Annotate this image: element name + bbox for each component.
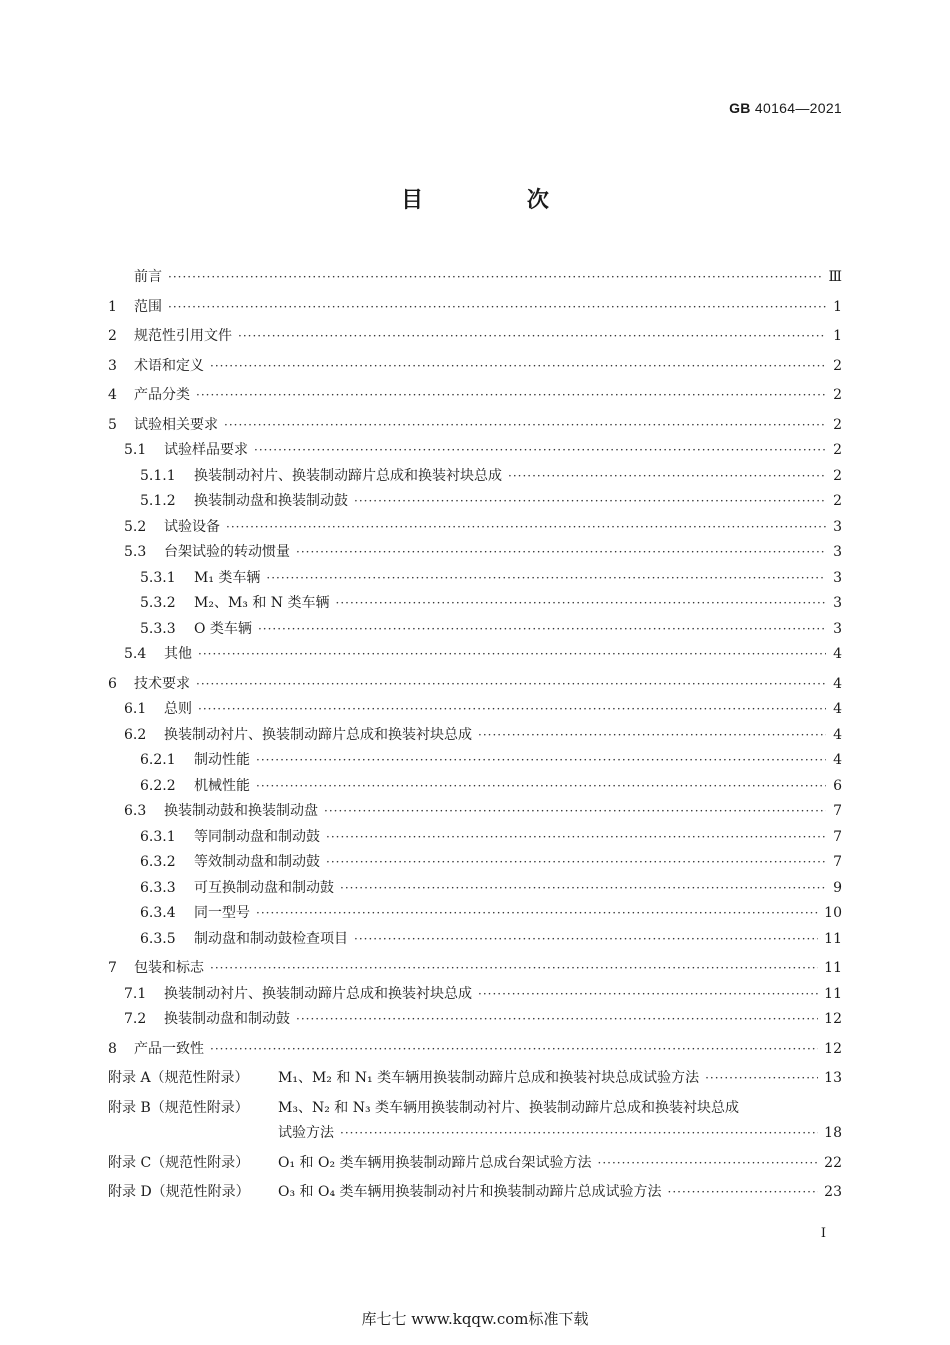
toc-entry-page: 2 — [833, 357, 842, 374]
toc-entry-number: 6.1 — [124, 701, 147, 717]
toc-entry-title: 机械性能 — [194, 777, 250, 794]
toc-entry-page: 7 — [833, 854, 842, 870]
toc-entry[interactable] — [108, 698, 842, 724]
toc-entry-title: 换装制动衬片、换装制动蹄片总成和换装衬块总成 — [194, 467, 502, 484]
dot-leader — [598, 1156, 819, 1170]
toc-entry-page: 3 — [833, 595, 842, 611]
toc-entry-title: 可互换制动盘和制动鼓 — [194, 879, 334, 896]
toc-entry-page: 11 — [824, 985, 842, 1002]
toc-entry-page: 3 — [833, 620, 842, 637]
dot-leader — [336, 596, 827, 610]
toc-entry[interactable] — [108, 516, 842, 542]
toc-entry-number: 5.2 — [124, 518, 147, 535]
toc-entry-page: 4 — [833, 675, 842, 692]
dot-leader — [478, 728, 826, 742]
toc-entry[interactable] — [108, 902, 842, 928]
toc-entry-number: 5 — [108, 416, 117, 433]
toc-entry-page: 6 — [833, 777, 842, 794]
toc-entry-page: 18 — [824, 1125, 842, 1141]
toc-entry[interactable] — [108, 1038, 842, 1064]
page-number: I — [820, 1226, 826, 1241]
toc-entry-page: 11 — [824, 930, 842, 947]
toc-entry[interactable] — [108, 957, 842, 983]
toc-entry-title: M₁、M₂ 和 N₁ 类车辆用换装制动蹄片总成和换装衬块总成试验方法 — [278, 1070, 700, 1086]
toc-entry-page: 22 — [824, 1154, 842, 1171]
toc-entry-page: 4 — [833, 726, 842, 743]
toc-entry-page: 11 — [824, 960, 842, 976]
dot-leader — [266, 571, 826, 585]
toc-entry-number: 附录 D（规范性附录） — [108, 1184, 250, 1200]
toc-entry-title: 技术要求 — [134, 675, 190, 692]
toc-entry[interactable] — [108, 749, 842, 775]
toc-entry-page: 3 — [833, 544, 842, 560]
toc-entry-number: 5.3.3 — [140, 620, 176, 637]
dot-leader — [705, 1071, 818, 1085]
toc-entry-title: O 类车辆 — [194, 620, 252, 637]
dot-leader — [198, 702, 826, 716]
toc-entry[interactable] — [108, 266, 842, 292]
toc-entry-title: 等效制动盘和制动鼓 — [194, 854, 320, 870]
dot-leader — [210, 359, 826, 373]
toc-entry-title: 台架试验的转动惯量 — [164, 544, 290, 560]
toc-entry-title: 换装制动鼓和换装制动盘 — [164, 803, 318, 819]
toc-entry-number: 附录 C（规范性附录） — [108, 1154, 250, 1171]
toc-entry-title: 规范性引用文件 — [134, 328, 232, 344]
toc-entry[interactable] — [108, 1097, 842, 1123]
toc-entry-number: 附录 B（规范性附录） — [108, 1099, 249, 1116]
dot-leader — [254, 443, 826, 457]
standard-code — [729, 100, 842, 116]
toc-entry[interactable] — [108, 296, 842, 322]
toc-entry-page: 4 — [833, 752, 842, 768]
dot-leader — [224, 418, 826, 432]
toc-entry-number: 6.2.2 — [140, 777, 176, 794]
toc-entry-page: 3 — [833, 569, 842, 586]
dot-leader — [238, 329, 826, 343]
toc-entry-page: 3 — [833, 518, 842, 535]
toc-entry-number: 7.2 — [124, 1011, 147, 1027]
toc-entry-title: 前言 — [134, 269, 162, 285]
toc-entry[interactable] — [108, 567, 842, 593]
dot-leader — [326, 855, 826, 869]
toc-entry-page: 2 — [833, 387, 842, 403]
dot-leader — [196, 388, 826, 402]
dot-leader — [168, 270, 822, 284]
toc-entry-title: 等同制动盘和制动鼓 — [194, 828, 320, 845]
toc-entry-page: 2 — [833, 442, 842, 458]
dot-leader — [354, 494, 826, 508]
dot-leader — [340, 881, 826, 895]
toc-entry-number: 6.3.3 — [140, 879, 176, 896]
dot-leader — [196, 677, 826, 691]
toc-entry-page: 1 — [833, 298, 842, 315]
toc-entry-title: 同一型号 — [194, 905, 250, 921]
toc-entry[interactable] — [108, 724, 842, 750]
dot-leader — [508, 469, 826, 483]
toc-entry[interactable] — [108, 541, 842, 567]
toc-entry-number: 5.4 — [124, 646, 147, 662]
toc-entry[interactable] — [108, 983, 842, 1009]
toc-entry[interactable] — [108, 800, 842, 826]
toc-entry[interactable] — [108, 414, 842, 440]
toc-entry-title: M₃、N₂ 和 N₃ 类车辆用换装制动衬片、换装制动蹄片总成和换装衬块总成 — [278, 1099, 740, 1116]
toc-entry[interactable] — [108, 673, 842, 699]
toc-entry-title: 试验样品要求 — [164, 442, 248, 458]
toc-entry[interactable] — [108, 877, 842, 903]
dot-leader — [256, 753, 826, 767]
toc-entry-title: 试验相关要求 — [134, 416, 218, 433]
toc-entry-number: 附录 A（规范性附录） — [108, 1070, 249, 1086]
toc-entry-page: 7 — [833, 803, 842, 819]
toc-entry-title: M₂、M₃ 和 N 类车辆 — [194, 595, 330, 611]
toc-entry[interactable] — [108, 775, 842, 801]
toc-entry[interactable] — [108, 928, 842, 954]
toc-entry[interactable] — [108, 592, 842, 618]
toc-entry-number: 6.2 — [124, 726, 147, 743]
dot-leader — [296, 1012, 818, 1026]
toc-entry[interactable] — [108, 643, 842, 669]
toc-entry[interactable] — [108, 826, 842, 852]
dot-leader — [168, 300, 826, 314]
toc-entry[interactable] — [108, 851, 842, 877]
toc-entry-page: 4 — [833, 646, 842, 662]
toc-entry-title: 总则 — [164, 701, 192, 717]
dot-leader — [668, 1185, 819, 1199]
toc-title: 目 次 — [401, 188, 597, 213]
toc-entry-number: 6.2.1 — [140, 752, 176, 768]
table-of-contents — [108, 262, 842, 1207]
toc-entry-page: 7 — [833, 828, 842, 845]
toc-entry-page: Ⅲ — [828, 269, 842, 285]
toc-entry[interactable] — [108, 1008, 842, 1034]
toc-entry-page: 2 — [833, 416, 842, 433]
toc-entry-title: 范围 — [134, 298, 162, 315]
toc-entry-page: 1 — [833, 328, 842, 344]
dot-leader — [324, 804, 826, 818]
dot-leader — [478, 987, 818, 1001]
toc-entry-title: 制动盘和制动鼓检查项目 — [194, 930, 348, 947]
dot-leader — [296, 545, 826, 559]
toc-entry-title: 换装制动衬片、换装制动蹄片总成和换装衬块总成 — [164, 985, 472, 1002]
toc-entry-number: 6 — [108, 675, 117, 692]
toc-entry-title: 产品一致性 — [134, 1040, 204, 1057]
standard-code-number: 40164—2021 — [754, 100, 842, 116]
footer-watermark: 库七七 www.kqqw.com标准下载 — [361, 1310, 589, 1328]
toc-entry[interactable] — [108, 355, 842, 381]
toc-entry-number: 5.3.1 — [140, 569, 176, 586]
toc-entry-title: 试验设备 — [164, 518, 220, 535]
toc-entry-title: 试验方法 — [278, 1125, 334, 1141]
dot-leader — [354, 932, 818, 946]
toc-entry-number: 6.3.1 — [140, 828, 176, 845]
toc-entry-number: 5.3 — [124, 544, 147, 560]
dot-leader — [326, 830, 826, 844]
dot-leader — [340, 1126, 818, 1140]
toc-entry-page: 13 — [824, 1070, 842, 1086]
dot-leader — [256, 906, 818, 920]
toc-entry-number: 5.1.1 — [140, 467, 176, 484]
toc-entry-number: 3 — [108, 357, 117, 374]
dot-leader — [256, 779, 826, 793]
standard-code-prefix: GB — [729, 100, 751, 116]
toc-entry-number: 1 — [108, 298, 117, 315]
toc-entry[interactable] — [108, 618, 842, 644]
toc-entry-page: 12 — [824, 1040, 842, 1057]
toc-entry-number: 5.1 — [124, 442, 147, 458]
toc-entry-title: 术语和定义 — [134, 357, 204, 374]
toc-entry-title: O₁ 和 O₂ 类车辆用换装制动蹄片总成台架试验方法 — [278, 1154, 592, 1171]
toc-entry[interactable] — [108, 1152, 842, 1178]
toc-entry-title: M₁ 类车辆 — [194, 569, 261, 586]
toc-entry[interactable] — [108, 1067, 842, 1093]
toc-entry-number: 5.3.2 — [140, 595, 176, 611]
toc-entry-page: 2 — [833, 467, 842, 484]
dot-leader — [210, 961, 818, 975]
toc-entry[interactable] — [108, 1181, 842, 1207]
dot-leader — [210, 1042, 818, 1056]
toc-entry-number: 6.3 — [124, 803, 147, 819]
dot-leader — [226, 520, 826, 534]
toc-entry-page: 9 — [833, 879, 842, 896]
toc-entry-title: 产品分类 — [134, 387, 190, 403]
toc-entry-number: 5.1.2 — [140, 493, 176, 509]
toc-entry-title: 换装制动盘和换装制动鼓 — [194, 493, 348, 509]
toc-entry-page: 12 — [824, 1011, 842, 1027]
toc-entry-number: 4 — [108, 387, 117, 403]
toc-entry[interactable] — [108, 465, 842, 491]
toc-entry-page: 2 — [833, 493, 842, 509]
toc-entry[interactable] — [108, 1122, 842, 1148]
toc-entry-number: 6.3.4 — [140, 905, 176, 921]
toc-entry[interactable] — [108, 384, 842, 410]
toc-entry-title: 换装制动盘和制动鼓 — [164, 1011, 290, 1027]
dot-leader — [258, 622, 826, 636]
toc-entry-number: 6.3.5 — [140, 930, 176, 947]
toc-entry-number: 2 — [108, 328, 117, 344]
toc-entry-title: O₃ 和 O₄ 类车辆用换装制动衬片和换装制动蹄片总成试验方法 — [278, 1184, 662, 1200]
toc-entry-number: 7.1 — [124, 985, 147, 1002]
toc-entry-number: 8 — [108, 1040, 117, 1057]
toc-entry-page: 23 — [824, 1184, 842, 1200]
toc-entry[interactable] — [108, 325, 842, 351]
toc-entry[interactable] — [108, 439, 842, 465]
toc-entry-number: 7 — [108, 960, 117, 976]
toc-entry-page: 4 — [833, 701, 842, 717]
toc-entry-title: 包装和标志 — [134, 960, 204, 976]
toc-entry-title: 制动性能 — [194, 752, 250, 768]
toc-entry-title: 换装制动衬片、换装制动蹄片总成和换装衬块总成 — [164, 726, 472, 743]
toc-entry-title: 其他 — [164, 646, 192, 662]
toc-entry-page: 10 — [824, 905, 842, 921]
toc-entry[interactable] — [108, 490, 842, 516]
dot-leader — [198, 647, 826, 661]
toc-entry-number: 6.3.2 — [140, 854, 176, 870]
